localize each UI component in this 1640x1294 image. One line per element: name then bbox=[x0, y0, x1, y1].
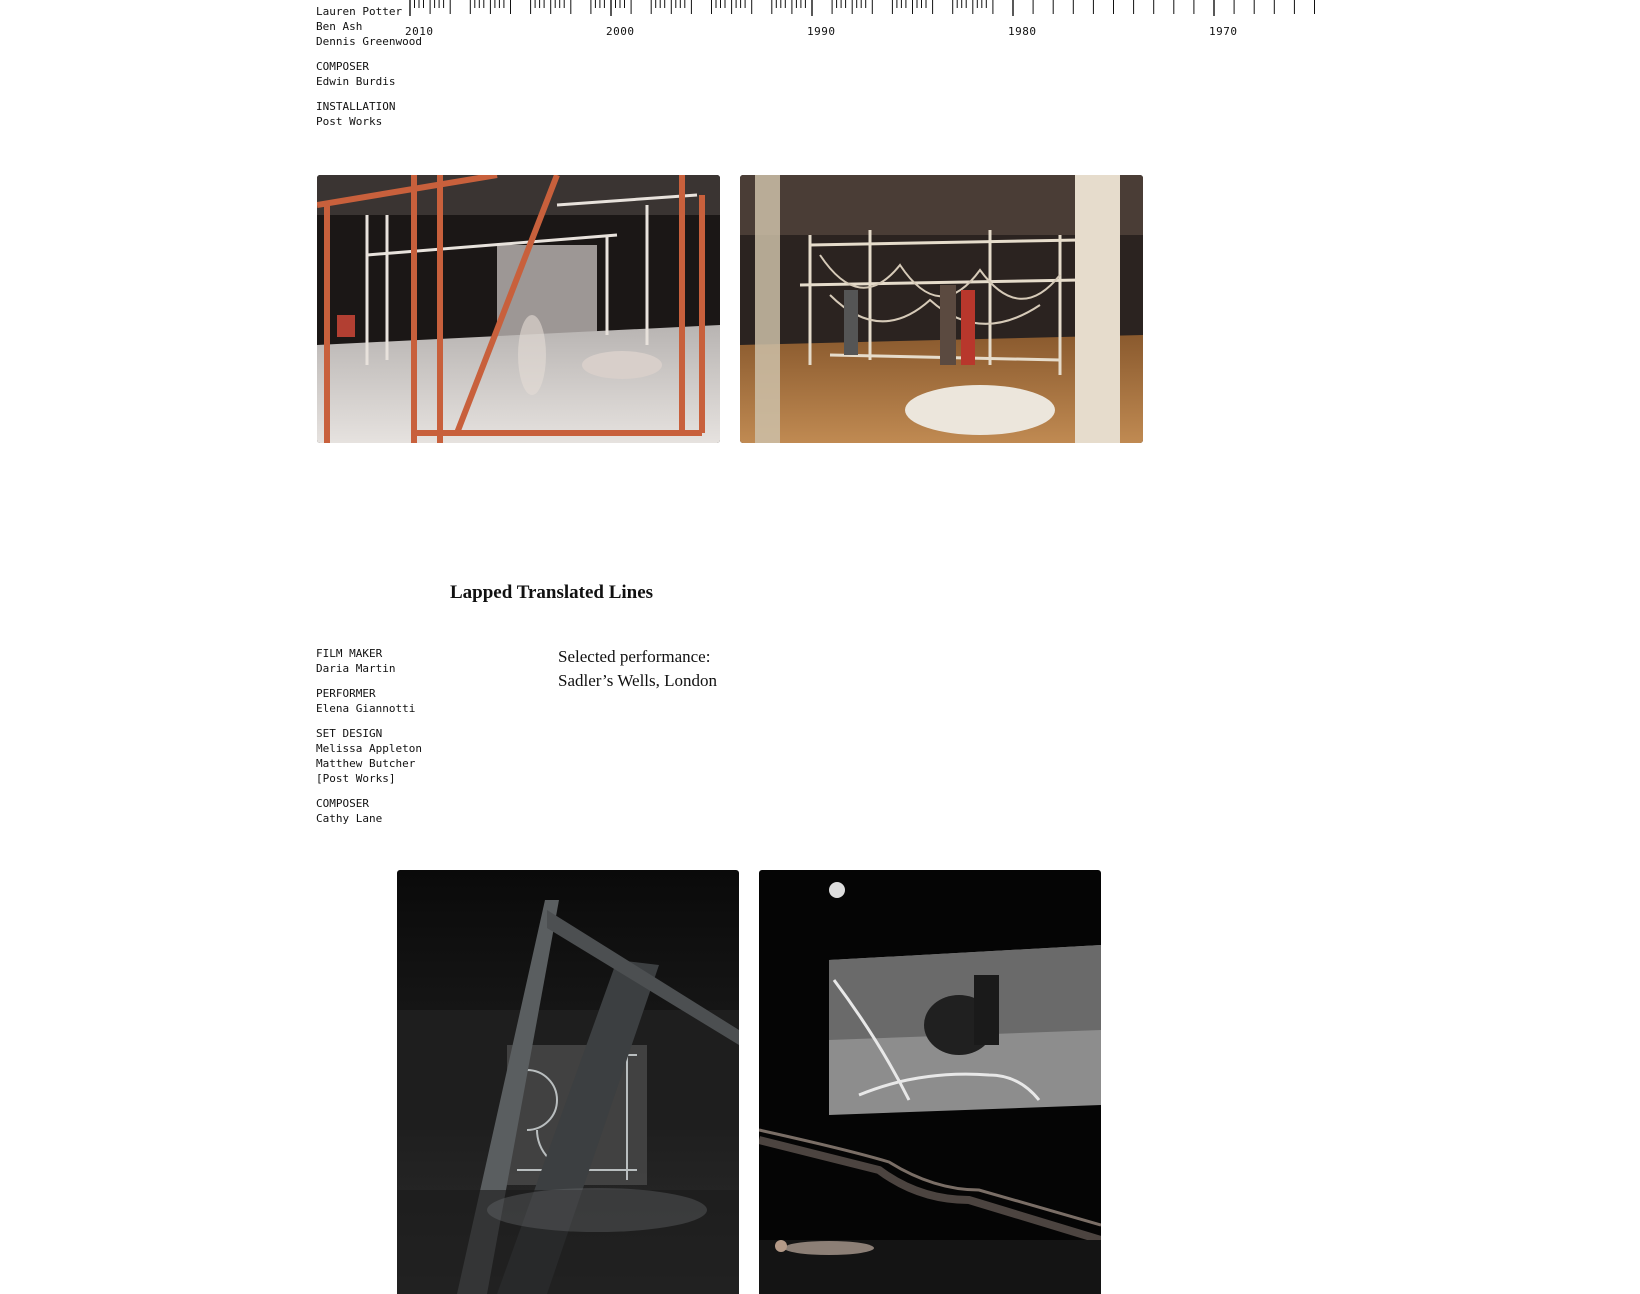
credit-group-installation bbox=[316, 99, 422, 129]
credit-name: Dennis Greenwood bbox=[316, 35, 422, 48]
credit-role: COMPOSER bbox=[316, 60, 369, 73]
rope-installation-photo-icon bbox=[740, 175, 1143, 443]
credit-name: Post Works bbox=[316, 115, 383, 128]
performance-note bbox=[558, 645, 717, 693]
project-title: Lapped Translated Lines bbox=[450, 582, 654, 603]
credit-name: [Post Works] bbox=[316, 772, 396, 785]
credit-group-film-maker bbox=[316, 646, 422, 676]
sculpture-stage-photo[interactable] bbox=[397, 870, 739, 1294]
credit-role: SET DESIGN bbox=[316, 727, 383, 740]
credit-name: Lauren Potter bbox=[316, 5, 403, 18]
film-projection-photo-icon bbox=[759, 870, 1101, 1294]
sculpture-stage-photo-icon bbox=[397, 870, 739, 1294]
credit-group-composer bbox=[316, 796, 422, 826]
performance-label: Selected performance: bbox=[558, 647, 711, 666]
stage-frame-photo-icon bbox=[317, 175, 720, 443]
timeline-ticks[interactable] bbox=[380, 0, 1325, 20]
credit-role: FILM MAKER bbox=[316, 647, 383, 660]
credit-name: Cathy Lane bbox=[316, 812, 383, 825]
timeline-label-1990[interactable]: 1990 bbox=[807, 25, 836, 38]
stage-frame-photo[interactable] bbox=[317, 175, 720, 443]
credit-role: COMPOSER bbox=[316, 797, 369, 810]
credit-group-composer bbox=[316, 59, 422, 89]
timeline-label-1970[interactable]: 1970 bbox=[1209, 25, 1238, 38]
credit-group-performers bbox=[316, 4, 422, 49]
project-credits bbox=[316, 646, 422, 836]
credit-name: Matthew Butcher bbox=[316, 757, 416, 770]
performance-venue: Sadler’s Wells, London bbox=[558, 671, 718, 690]
timeline-ruler[interactable] bbox=[380, 0, 1325, 44]
timeline-label-1980[interactable]: 1980 bbox=[1008, 25, 1037, 38]
rope-installation-photo[interactable] bbox=[740, 175, 1143, 443]
credit-role: PERFORMER bbox=[316, 687, 376, 700]
timeline-label-2010[interactable]: 2010 bbox=[405, 25, 434, 38]
credit-group-performer bbox=[316, 686, 422, 716]
film-projection-photo[interactable] bbox=[759, 870, 1101, 1294]
credit-name: Edwin Burdis bbox=[316, 75, 396, 88]
credit-name: Daria Martin bbox=[316, 662, 396, 675]
timeline-label-2000[interactable]: 2000 bbox=[606, 25, 635, 38]
credit-name: Ben Ash bbox=[316, 20, 363, 33]
credit-name: Melissa Appleton bbox=[316, 742, 422, 755]
previous-project-credits bbox=[316, 4, 422, 139]
credit-role: INSTALLATION bbox=[316, 100, 396, 113]
credit-group-set-design bbox=[316, 726, 422, 786]
credit-name: Elena Giannotti bbox=[316, 702, 416, 715]
